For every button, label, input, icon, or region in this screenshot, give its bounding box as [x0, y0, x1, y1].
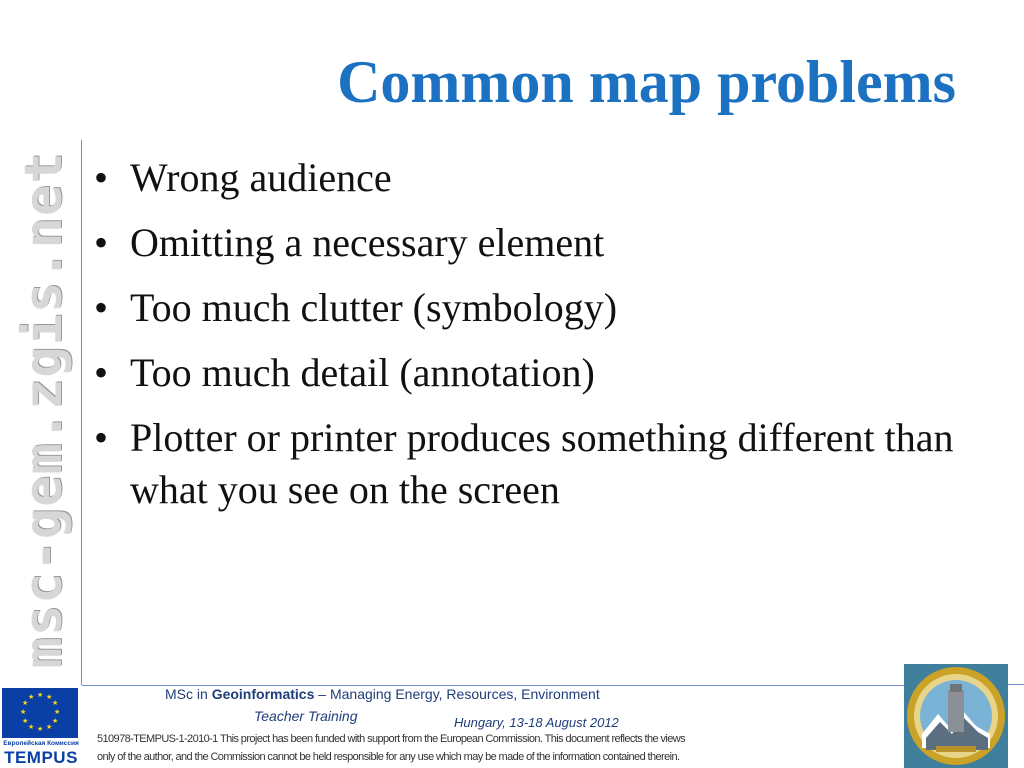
bullet-list — [92, 152, 992, 529]
slide-title: Common map problems — [337, 49, 956, 115]
bullet-dot: • — [94, 350, 109, 395]
bullet-text: Too much detail (annotation) — [130, 350, 595, 395]
training-label: Teacher Training — [254, 708, 358, 724]
bullet-item — [92, 347, 992, 399]
bullet-item — [92, 412, 992, 516]
disclaimer-line: only of the author, and the Commission cannot be held responsible for any use which may be made of the information contained therein. — [97, 751, 680, 763]
eu-tempus-logo — [0, 686, 82, 768]
side-watermark-text: msc-gem.zgis.net — [14, 151, 74, 669]
bullet-item — [92, 217, 992, 269]
university-seal-logo — [904, 664, 1008, 768]
disclaimer — [97, 730, 787, 766]
tempus-wordmark: TEMPUS — [4, 748, 78, 767]
bullet-item — [92, 282, 992, 334]
bullet-item — [92, 152, 992, 204]
bullet-text: Omitting a necessary element — [130, 220, 605, 265]
bullet-dot: • — [94, 285, 109, 330]
bullet-dot: • — [94, 155, 109, 200]
bullet-dot: • — [94, 220, 109, 265]
event-info: Hungary, 13-18 August 2012 — [454, 715, 619, 730]
program-suffix: – Managing Energy, Resources, Environment — [314, 686, 600, 702]
bullet-dot: • — [94, 415, 109, 460]
eu-flag-icon: ★ ★ ★ ★ ★ ★ ★ ★ ★ ★ ★ ★ — [2, 688, 78, 738]
disclaimer-line: 510978-TEMPUS-1-2010-1 This project has been funded with support from the European Commission. This document reflects the views — [97, 733, 686, 745]
eu-logo-caption: Европейская Комиссия — [3, 740, 79, 747]
program-line — [165, 686, 600, 702]
bullet-text: Plotter or printer produces something different than what you see on the screen — [130, 415, 954, 512]
bullet-text: Wrong audience — [130, 155, 392, 200]
university-seal-icon — [904, 664, 1008, 768]
program-name: Geoinformatics — [211, 686, 315, 702]
bullet-text: Too much clutter (symbology) — [130, 285, 618, 330]
vertical-divider — [81, 140, 82, 685]
program-prefix: MSc in — [165, 686, 212, 702]
